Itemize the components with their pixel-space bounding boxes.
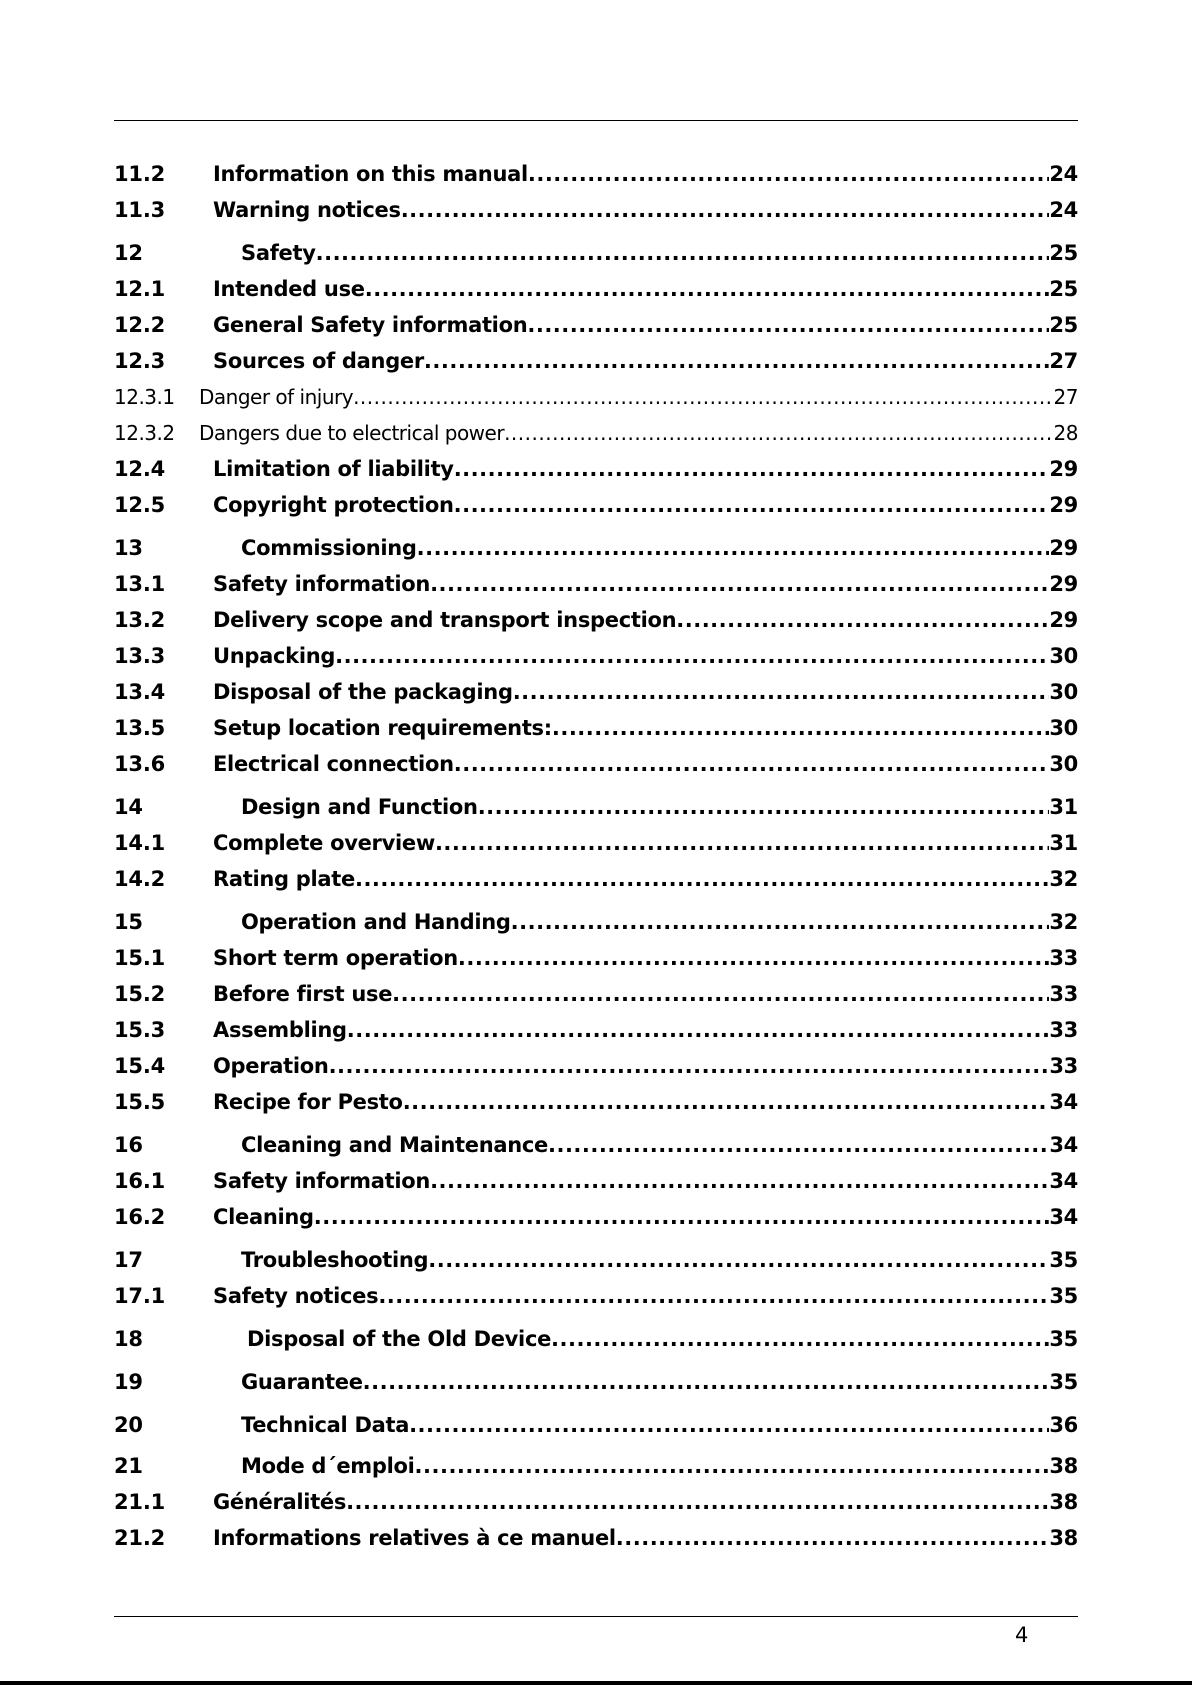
dot-leader <box>424 349 1049 373</box>
toc-entry-page: 35 <box>1049 1327 1078 1351</box>
toc-entry[interactable] <box>114 419 1078 449</box>
toc-entry[interactable] <box>114 383 1078 413</box>
toc-entry[interactable] <box>114 793 1078 823</box>
toc-entry-number: 18 <box>114 1327 143 1351</box>
toc-entry-title: Assembling <box>213 1018 347 1042</box>
toc-entry-page: 29 <box>1049 457 1078 481</box>
toc-entry[interactable] <box>114 455 1078 485</box>
dot-leader <box>329 1054 1050 1078</box>
toc-entry-page: 29 <box>1049 493 1078 517</box>
toc-entry-number: 21.1 <box>114 1490 166 1514</box>
toc-entry-page: 34 <box>1049 1090 1078 1114</box>
toc-entry[interactable] <box>114 570 1078 600</box>
toc-entry-page: 35 <box>1049 1248 1078 1272</box>
dot-leader <box>454 457 1050 481</box>
toc-entry-page: 27 <box>1053 385 1078 409</box>
toc-entry-title: Safety <box>241 241 316 265</box>
dot-leader <box>504 421 1053 445</box>
toc-entry-title: Operation and Handing <box>241 910 511 934</box>
dot-leader <box>430 572 1049 596</box>
toc-entry-number: 14.2 <box>114 867 166 891</box>
toc-entry-title: Généralités <box>213 1490 347 1514</box>
toc-entry[interactable] <box>114 1368 1078 1398</box>
dot-leader <box>428 1248 1049 1272</box>
toc-entry[interactable] <box>114 714 1078 744</box>
dot-leader <box>458 946 1049 970</box>
dot-leader <box>478 795 1050 819</box>
toc-entry[interactable] <box>114 865 1078 895</box>
toc-entry-page: 31 <box>1049 795 1078 819</box>
header-rule <box>114 120 1078 121</box>
toc-entry-number: 12.1 <box>114 277 166 301</box>
toc-entry-page: 33 <box>1049 1018 1078 1042</box>
toc-entry-number: 12.3 <box>114 349 166 373</box>
toc-entry-number: 19 <box>114 1370 143 1394</box>
dot-leader <box>417 536 1050 560</box>
dot-leader <box>363 1370 1050 1394</box>
page-edge <box>0 1681 1192 1685</box>
toc-entry-title: Safety notices <box>213 1284 379 1308</box>
toc-entry-number: 13.3 <box>114 644 166 668</box>
toc-entry-number: 11.2 <box>114 162 166 186</box>
toc-entry-title: Delivery scope and transport inspection <box>213 608 677 632</box>
toc-entry-page: 29 <box>1049 608 1078 632</box>
footer-rule <box>114 1616 1078 1617</box>
toc-entry-page: 38 <box>1049 1454 1078 1478</box>
dot-leader <box>528 162 1050 186</box>
toc-entry-number: 14 <box>114 795 143 819</box>
dot-leader <box>347 1018 1050 1042</box>
toc-entry-title: Mode d´emploi <box>241 1454 415 1478</box>
toc-entry-page: 27 <box>1049 349 1078 373</box>
toc-entry-number: 13 <box>114 536 143 560</box>
toc-entry-number: 13.5 <box>114 716 166 740</box>
toc-entry-title: Information on this manual <box>213 162 528 186</box>
dot-leader <box>355 867 1049 891</box>
dot-leader <box>401 198 1050 222</box>
dot-leader <box>676 608 1049 632</box>
toc-entry-title: Cleaning and Maintenance <box>241 1133 548 1157</box>
toc-entry-title: Warning notices <box>213 198 401 222</box>
toc-entry-page: 29 <box>1049 572 1078 596</box>
toc-entry-number: 13.2 <box>114 608 166 632</box>
toc-entry[interactable] <box>114 829 1078 859</box>
dot-leader <box>353 385 1053 409</box>
toc-entry-number: 17 <box>114 1248 143 1272</box>
dot-leader <box>552 716 1050 740</box>
toc-entry-number: 12.3.2 <box>114 421 175 445</box>
toc-entry-title: Copyright protection <box>213 493 454 517</box>
toc-entry-title: Safety information <box>213 572 431 596</box>
toc-entry[interactable] <box>114 239 1078 269</box>
toc-entry-page: 25 <box>1049 277 1078 301</box>
toc-entry[interactable] <box>114 980 1078 1010</box>
toc-entry-number: 15 <box>114 910 143 934</box>
dot-leader <box>316 241 1050 265</box>
toc-entry[interactable] <box>114 1282 1078 1312</box>
toc-entry[interactable] <box>114 1088 1078 1118</box>
toc-entry[interactable] <box>114 944 1078 974</box>
toc-entry-page: 30 <box>1049 716 1078 740</box>
toc-entry-title: Disposal of the packaging <box>213 680 513 704</box>
toc-entry-title: Design and Function <box>241 795 478 819</box>
toc-entry[interactable] <box>114 606 1078 636</box>
toc-entry-number: 12.3.1 <box>114 385 175 409</box>
dot-leader <box>415 1454 1050 1478</box>
toc-entry-title: Dangers due to electrical power <box>199 421 505 445</box>
toc-entry-page: 32 <box>1049 867 1078 891</box>
toc-entry-number: 15.5 <box>114 1090 166 1114</box>
toc-entry-page: 33 <box>1049 1054 1078 1078</box>
dot-leader <box>378 1284 1049 1308</box>
toc-entry-page: 35 <box>1049 1284 1078 1308</box>
toc-entry[interactable] <box>114 908 1078 938</box>
toc-entry-title: Cleaning <box>213 1205 314 1229</box>
toc-entry[interactable] <box>114 750 1078 780</box>
toc-entry-page: 34 <box>1049 1205 1078 1229</box>
toc-entry-title: Limitation of liability <box>213 457 454 481</box>
toc-entry-page: 32 <box>1049 910 1078 934</box>
toc-entry-number: 12.2 <box>114 313 166 337</box>
toc-entry-title: Setup location requirements: <box>213 716 552 740</box>
toc-entry-page: 38 <box>1049 1490 1078 1514</box>
dot-leader <box>551 1327 1049 1351</box>
toc-entry-number: 13.1 <box>114 572 166 596</box>
dot-leader <box>392 982 1049 1006</box>
toc-entry-title: Commissioning <box>241 536 417 560</box>
toc-entry-page: 36 <box>1049 1413 1078 1437</box>
dot-leader <box>403 1090 1050 1114</box>
toc-entry-number: 12.4 <box>114 457 166 481</box>
dot-leader <box>409 1413 1049 1437</box>
toc-entry-title: Operation <box>213 1054 329 1078</box>
toc-entry-page: 25 <box>1049 241 1078 265</box>
toc-entry-number: 15.2 <box>114 982 166 1006</box>
toc-entry-title: Safety information <box>213 1169 431 1193</box>
toc-entry[interactable] <box>114 160 1078 190</box>
toc-entry-title: Recipe for Pesto <box>213 1090 403 1114</box>
toc-entry[interactable] <box>114 1452 1078 1482</box>
toc-entry-number: 16.1 <box>114 1169 166 1193</box>
toc-entry-title: Complete overview <box>213 831 435 855</box>
toc-entry-page: 30 <box>1049 680 1078 704</box>
toc-entry[interactable] <box>114 1203 1078 1233</box>
toc-entry-number: 20 <box>114 1413 143 1437</box>
toc-entry[interactable] <box>114 642 1078 672</box>
toc-entry-page: 38 <box>1049 1526 1078 1550</box>
toc-entry[interactable] <box>114 1488 1078 1518</box>
toc-entry-title: Sources of danger <box>213 349 424 373</box>
dot-leader <box>616 1526 1050 1550</box>
toc-entry-number: 15.4 <box>114 1054 166 1078</box>
toc-entry-page: 28 <box>1053 421 1078 445</box>
dot-leader <box>365 277 1050 301</box>
dot-leader <box>454 752 1050 776</box>
toc-entry[interactable] <box>114 347 1078 377</box>
toc-entry-title: Rating plate <box>213 867 355 891</box>
dot-leader <box>527 313 1049 337</box>
toc-entry[interactable] <box>114 275 1078 305</box>
toc-entry-title: General Safety information <box>213 313 528 337</box>
toc-entry-title: Technical Data <box>241 1413 410 1437</box>
toc-entry-title: Troubleshooting <box>241 1248 429 1272</box>
toc-entry-page: 29 <box>1049 536 1078 560</box>
toc-entry-page: 34 <box>1049 1133 1078 1157</box>
toc-entry[interactable] <box>114 311 1078 341</box>
toc-entry-page: 35 <box>1049 1370 1078 1394</box>
toc-entry-title: Electrical connection <box>213 752 454 776</box>
toc-entry-title: Danger of injury <box>199 385 354 409</box>
toc-entry[interactable] <box>114 1325 1078 1355</box>
toc-entry-title: Before first use <box>213 982 393 1006</box>
toc-entry-number: 12.5 <box>114 493 166 517</box>
toc-entry-number: 11.3 <box>114 198 166 222</box>
toc-entry[interactable] <box>114 196 1078 226</box>
dot-leader <box>513 680 1050 704</box>
toc-entry-number: 15.3 <box>114 1018 166 1042</box>
dot-leader <box>435 831 1049 855</box>
toc-entry[interactable] <box>114 1052 1078 1082</box>
toc-entry-number: 21.2 <box>114 1526 166 1550</box>
toc-entry-number: 13.4 <box>114 680 166 704</box>
toc-entry-number: 14.1 <box>114 831 166 855</box>
toc-entry-number: 13.6 <box>114 752 166 776</box>
toc-entry-page: 24 <box>1049 162 1078 186</box>
toc-entry-page: 30 <box>1049 644 1078 668</box>
dot-leader <box>335 644 1049 668</box>
toc-entry-number: 16.2 <box>114 1205 166 1229</box>
toc-entry-number: 17.1 <box>114 1284 166 1308</box>
toc-entry[interactable] <box>114 1167 1078 1197</box>
toc-entry-title: Guarantee <box>241 1370 363 1394</box>
toc-entry-title: Informations relatives à ce manuel <box>213 1526 616 1550</box>
toc-entry-page: 30 <box>1049 752 1078 776</box>
toc-entry[interactable] <box>114 491 1078 521</box>
toc-entry-page: 24 <box>1049 198 1078 222</box>
toc-entry[interactable] <box>114 1016 1078 1046</box>
toc-entry-number: 21 <box>114 1454 143 1478</box>
page-number: 4 <box>1015 1623 1029 1647</box>
dot-leader <box>511 910 1050 934</box>
dot-leader <box>346 1490 1049 1514</box>
toc-entry[interactable] <box>114 534 1078 564</box>
dot-leader <box>314 1205 1050 1229</box>
toc-entry-title: Intended use <box>213 277 365 301</box>
toc-entry-number: 12 <box>114 241 143 265</box>
toc-entry-title: Short term operation <box>213 946 458 970</box>
dot-leader <box>548 1133 1049 1157</box>
toc-entry-number: 16 <box>114 1133 143 1157</box>
toc-entry-title: Disposal of the Old Device <box>247 1327 552 1351</box>
toc-entry-page: 33 <box>1049 946 1078 970</box>
toc-entry-page: 31 <box>1049 831 1078 855</box>
dot-leader <box>430 1169 1049 1193</box>
toc-entry[interactable] <box>114 1411 1078 1441</box>
toc-entry[interactable] <box>114 1131 1078 1161</box>
toc-entry[interactable] <box>114 1524 1078 1554</box>
toc-entry-title: Unpacking <box>213 644 336 668</box>
toc-entry-page: 34 <box>1049 1169 1078 1193</box>
toc-entry[interactable] <box>114 1246 1078 1276</box>
dot-leader <box>454 493 1050 517</box>
toc-entry-page: 33 <box>1049 982 1078 1006</box>
toc-entry[interactable] <box>114 678 1078 708</box>
toc-entry-page: 25 <box>1049 313 1078 337</box>
toc-entry-number: 15.1 <box>114 946 166 970</box>
